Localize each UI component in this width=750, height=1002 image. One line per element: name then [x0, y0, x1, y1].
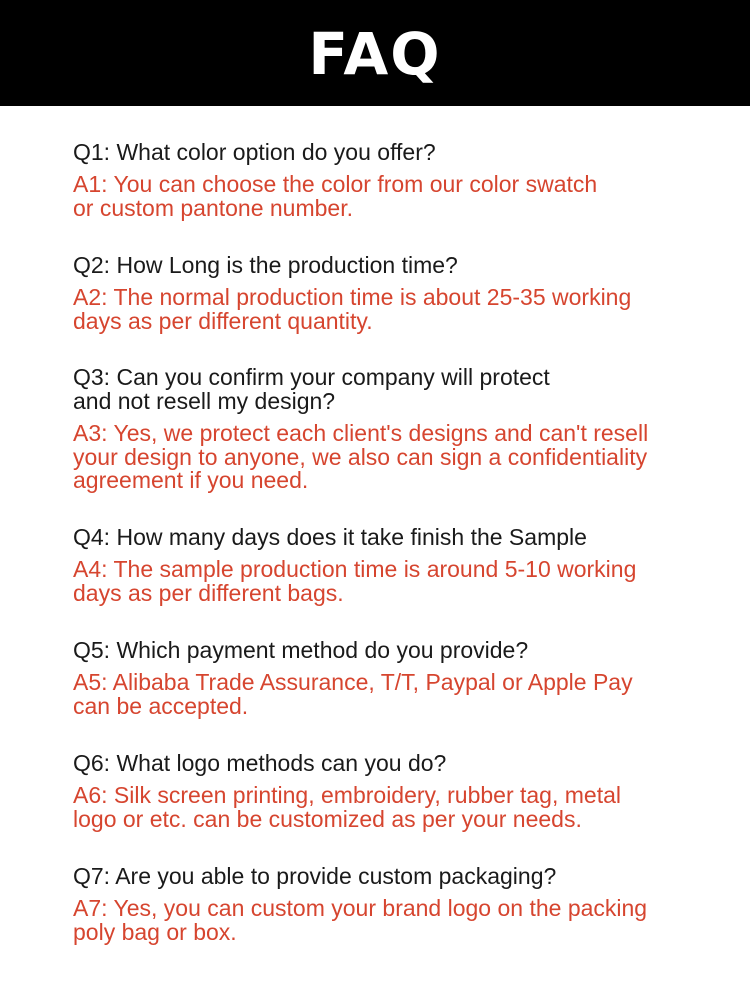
faq-answer-2: A2: The normal production time is about 25-35 working days as per different quantity. [73, 284, 632, 334]
faq-question-5: Q5: Which payment method do you provide? [73, 637, 529, 663]
faq-item-3 [73, 365, 733, 493]
faq-answer-1: A1: You can choose the color from our color swatch or custom pantone number. [73, 171, 598, 221]
faq-item-7 [73, 864, 733, 944]
faq-answer-4: A4: The sample production time is around 5-10 working days as per different bags. [73, 556, 637, 606]
faq-answer-7: A7: Yes, you can custom your brand logo on the packing poly bag or box. [73, 895, 648, 945]
faq-question-6: Q6: What logo methods can you do? [73, 750, 447, 776]
faq-question-1: Q1: What color option do you offer? [73, 139, 436, 165]
faq-header [0, 0, 750, 106]
faq-answer-6: A6: Silk screen printing, embroidery, rubber tag, metal logo or etc. can be customized as per your needs. [73, 782, 621, 832]
faq-question-3: Q3: Can you confirm your company will protect and not resell my design? [73, 364, 550, 414]
faq-item-5 [73, 638, 733, 718]
faq-answer-3: A3: Yes, we protect each client's designs and can't resell your design to anyone, we also can sign a confidentiality agreement if you need. [73, 420, 649, 493]
faq-question-2: Q2: How Long is the production time? [73, 252, 458, 278]
faq-item-6 [73, 751, 733, 831]
faq-item-1 [73, 140, 733, 220]
faq-item-2 [73, 253, 733, 333]
faq-question-7: Q7: Are you able to provide custom packaging? [73, 863, 557, 889]
page-title: FAQ [308, 20, 442, 88]
faq-answer-5: A5: Alibaba Trade Assurance, T/T, Paypal or Apple Pay can be accepted. [73, 669, 633, 719]
faq-item-4 [73, 525, 733, 605]
faq-question-4: Q4: How many days does it take finish the Sample [73, 524, 587, 550]
